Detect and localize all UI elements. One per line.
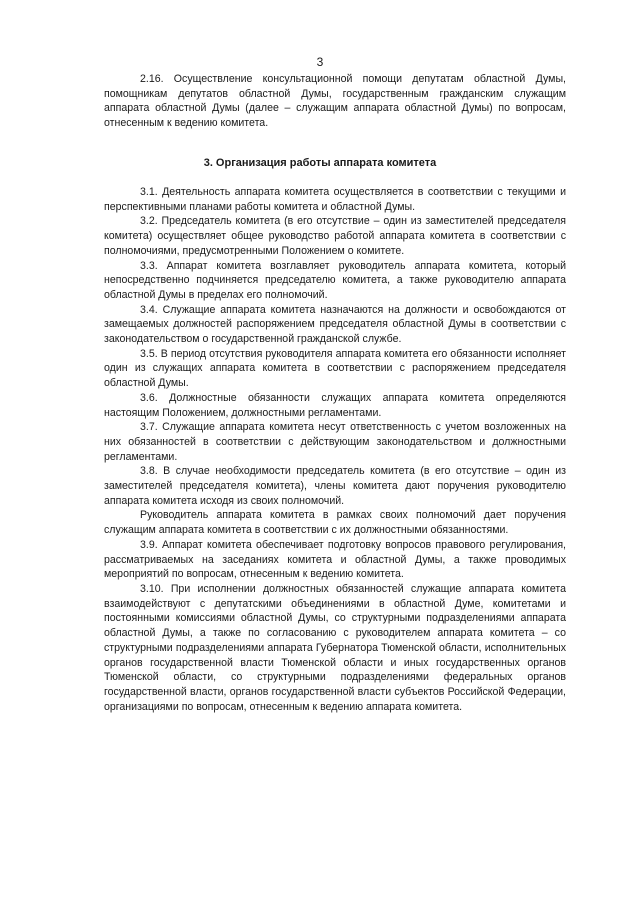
- page-number: 3: [316, 55, 324, 69]
- paragraph-3-8: 3.8. В случае необходимости председатель комитета (в его отсутствие – один из заместителей председателя комитета), члены комитета дают поручения руководителю аппарата комитета исходя из своих полномочий.: [104, 465, 566, 507]
- intro-block: [104, 72, 566, 131]
- paragraph-3-8-continued: Руководитель аппарата комитета в рамках своих полномочий дает поручения служащим аппарата комитета в соответствии с их должностными обязанностями.: [104, 509, 566, 537]
- section-heading: 3. Организация работы аппарата комитета: [203, 157, 437, 169]
- paragraph-3-9: 3.9. Аппарат комитета обеспечивает подготовку вопросов правового регулирования, рассматриваемых на заседаниях комитета и областной Думы, а также проводимых мероприятий по вопросам, отнесенным к ведению комитета.: [104, 538, 566, 581]
- paragraph-3-10: 3.10. При исполнении должностных обязанностей служащие аппарата комитета взаимодействуют с депутатскими объединениями в областной Думе, комитетами и постоянными комиссиями областной Думы, со структурными подразделениями аппарата областной Думы, а также по согласованию с руководителем аппарата комитета – со структурными подразделениями аппарата Губернатора Тюменской области, исполнительных органов государственной власти Тюменской области и иных государственных органов Тюменской области, со структурными подразделениями федеральных органов государственной власти, органов государственной власти субъектов Российской Федерации, организациями по вопросам, отнесенным к ведению аппарата комитета.: [104, 582, 566, 713]
- paragraph-3-4: 3.4. Служащие аппарата комитета назначаются на должности и освобождаются от замещаемых должностей распоряжением председателя областной Думы в соответствии с законодательством о государственной гражданской службе.: [104, 303, 566, 346]
- paragraph-3-7: 3.7. Служащие аппарата комитета несут ответственность с учетом возложенных на них обязанностей в соответствии с действующим законодательством и должностными регламентами.: [104, 421, 566, 463]
- section-body: [104, 185, 566, 714]
- paragraph-3-6: 3.6. Должностные обязанности служащих аппарата комитета определяются настоящим Положением, должностными регламентами.: [104, 391, 566, 419]
- paragraph-3-5: 3.5. В период отсутствия руководителя аппарата комитета его обязанности исполняет один из служащих аппарата комитета в соответствии с распоряжением председателя областной Думы.: [104, 347, 566, 390]
- intro-paragraph: 2.16. Осуществление консультационной помощи депутатам областной Думы, помощникам депутатов областной Думы, государственным гражданским служащим аппарата областной Думы (далее – служащим аппарата областной Думы) по вопросам, отнесенным к ведению комитета.: [104, 73, 566, 130]
- paragraph-3-2: 3.2. Председатель комитета (в его отсутствие – один из заместителей председателя комитета) осуществляет общее руководство работой аппарата комитета в соответствии с полномочиями, предусмотренными Положением о комитете.: [104, 215, 566, 257]
- paragraph-3-1: 3.1. Деятельность аппарата комитета осуществляется в соответствии с текущими и перспективными планами работы комитета и областной Думы.: [104, 186, 566, 213]
- paragraph-3-3: 3.3. Аппарат комитета возглавляет руководитель аппарата комитета, который непосредственно подчиняется председателю комитета, а также руководителю аппарата областной Думы в пределах его полномочий.: [104, 259, 566, 301]
